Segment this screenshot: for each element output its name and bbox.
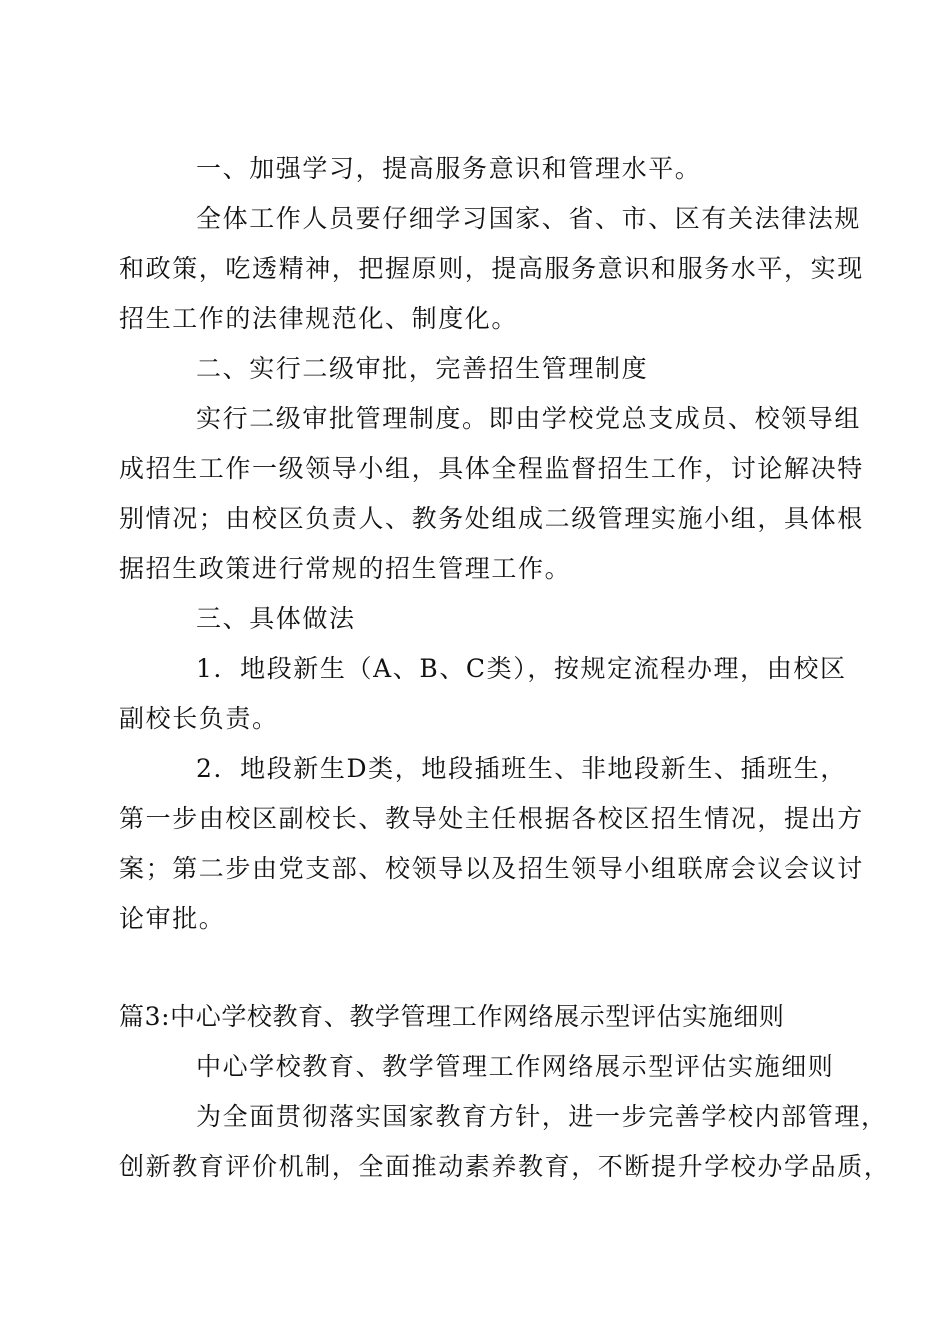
section-heading-2: 二、实行二级审批，完善招生管理制度 [196, 354, 649, 383]
chapter-title: 篇3:中心学校教育、教学管理工作网络展示型评估实施细则 [119, 1002, 785, 1031]
document-subtitle: 中心学校教育、教学管理工作网络展示型评估实施细则 [196, 1052, 835, 1081]
paragraph-line: 全体工作人员要仔细学习国家、省、市、区有关法律法规 [196, 204, 862, 233]
paragraph-line: 据招生政策进行常规的招生管理工作。 [119, 554, 572, 583]
paragraph-line: 为全面贯彻落实国家教育方针，进一步完善学校内部管理， [196, 1102, 888, 1131]
paragraph-line: 别情况；由校区负责人、教务处组成二级管理实施小组，具体根 [119, 504, 864, 533]
paragraph-line: 和政策，吃透精神，把握原则，提高服务意识和服务水平，实现 [119, 254, 864, 283]
list-item-1: 1．地段新生（A、B、C类），按规定流程办理，由校区 [196, 654, 847, 683]
paragraph-line: 创新教育评价机制，全面推动素养教育，不断提升学校办学品质， [119, 1152, 891, 1181]
list-item-2: 2．地段新生D类，地段插班生、非地段新生、插班生， [196, 754, 847, 783]
paragraph-line: 成招生工作一级领导小组，具体全程监督招生工作，讨论解决特 [119, 454, 864, 483]
paragraph-line: 招生工作的法律规范化、制度化。 [119, 304, 519, 333]
section-heading-3: 三、具体做法 [196, 604, 356, 633]
list-item-1-continuation: 副校长负责。 [119, 704, 279, 733]
paragraph-line: 实行二级审批管理制度。即由学校党总支成员、校领导组 [196, 404, 862, 433]
list-item-2-continuation: 第一步由校区副校长、教导处主任根据各校区招生情况，提出方 [119, 804, 864, 833]
list-item-2-continuation: 论审批。 [119, 904, 226, 933]
section-heading-1: 一、加强学习，提高服务意识和管理水平。 [196, 154, 702, 183]
list-item-2-continuation: 案；第二步由党支部、校领导以及招生领导小组联席会议会议讨 [119, 854, 864, 883]
